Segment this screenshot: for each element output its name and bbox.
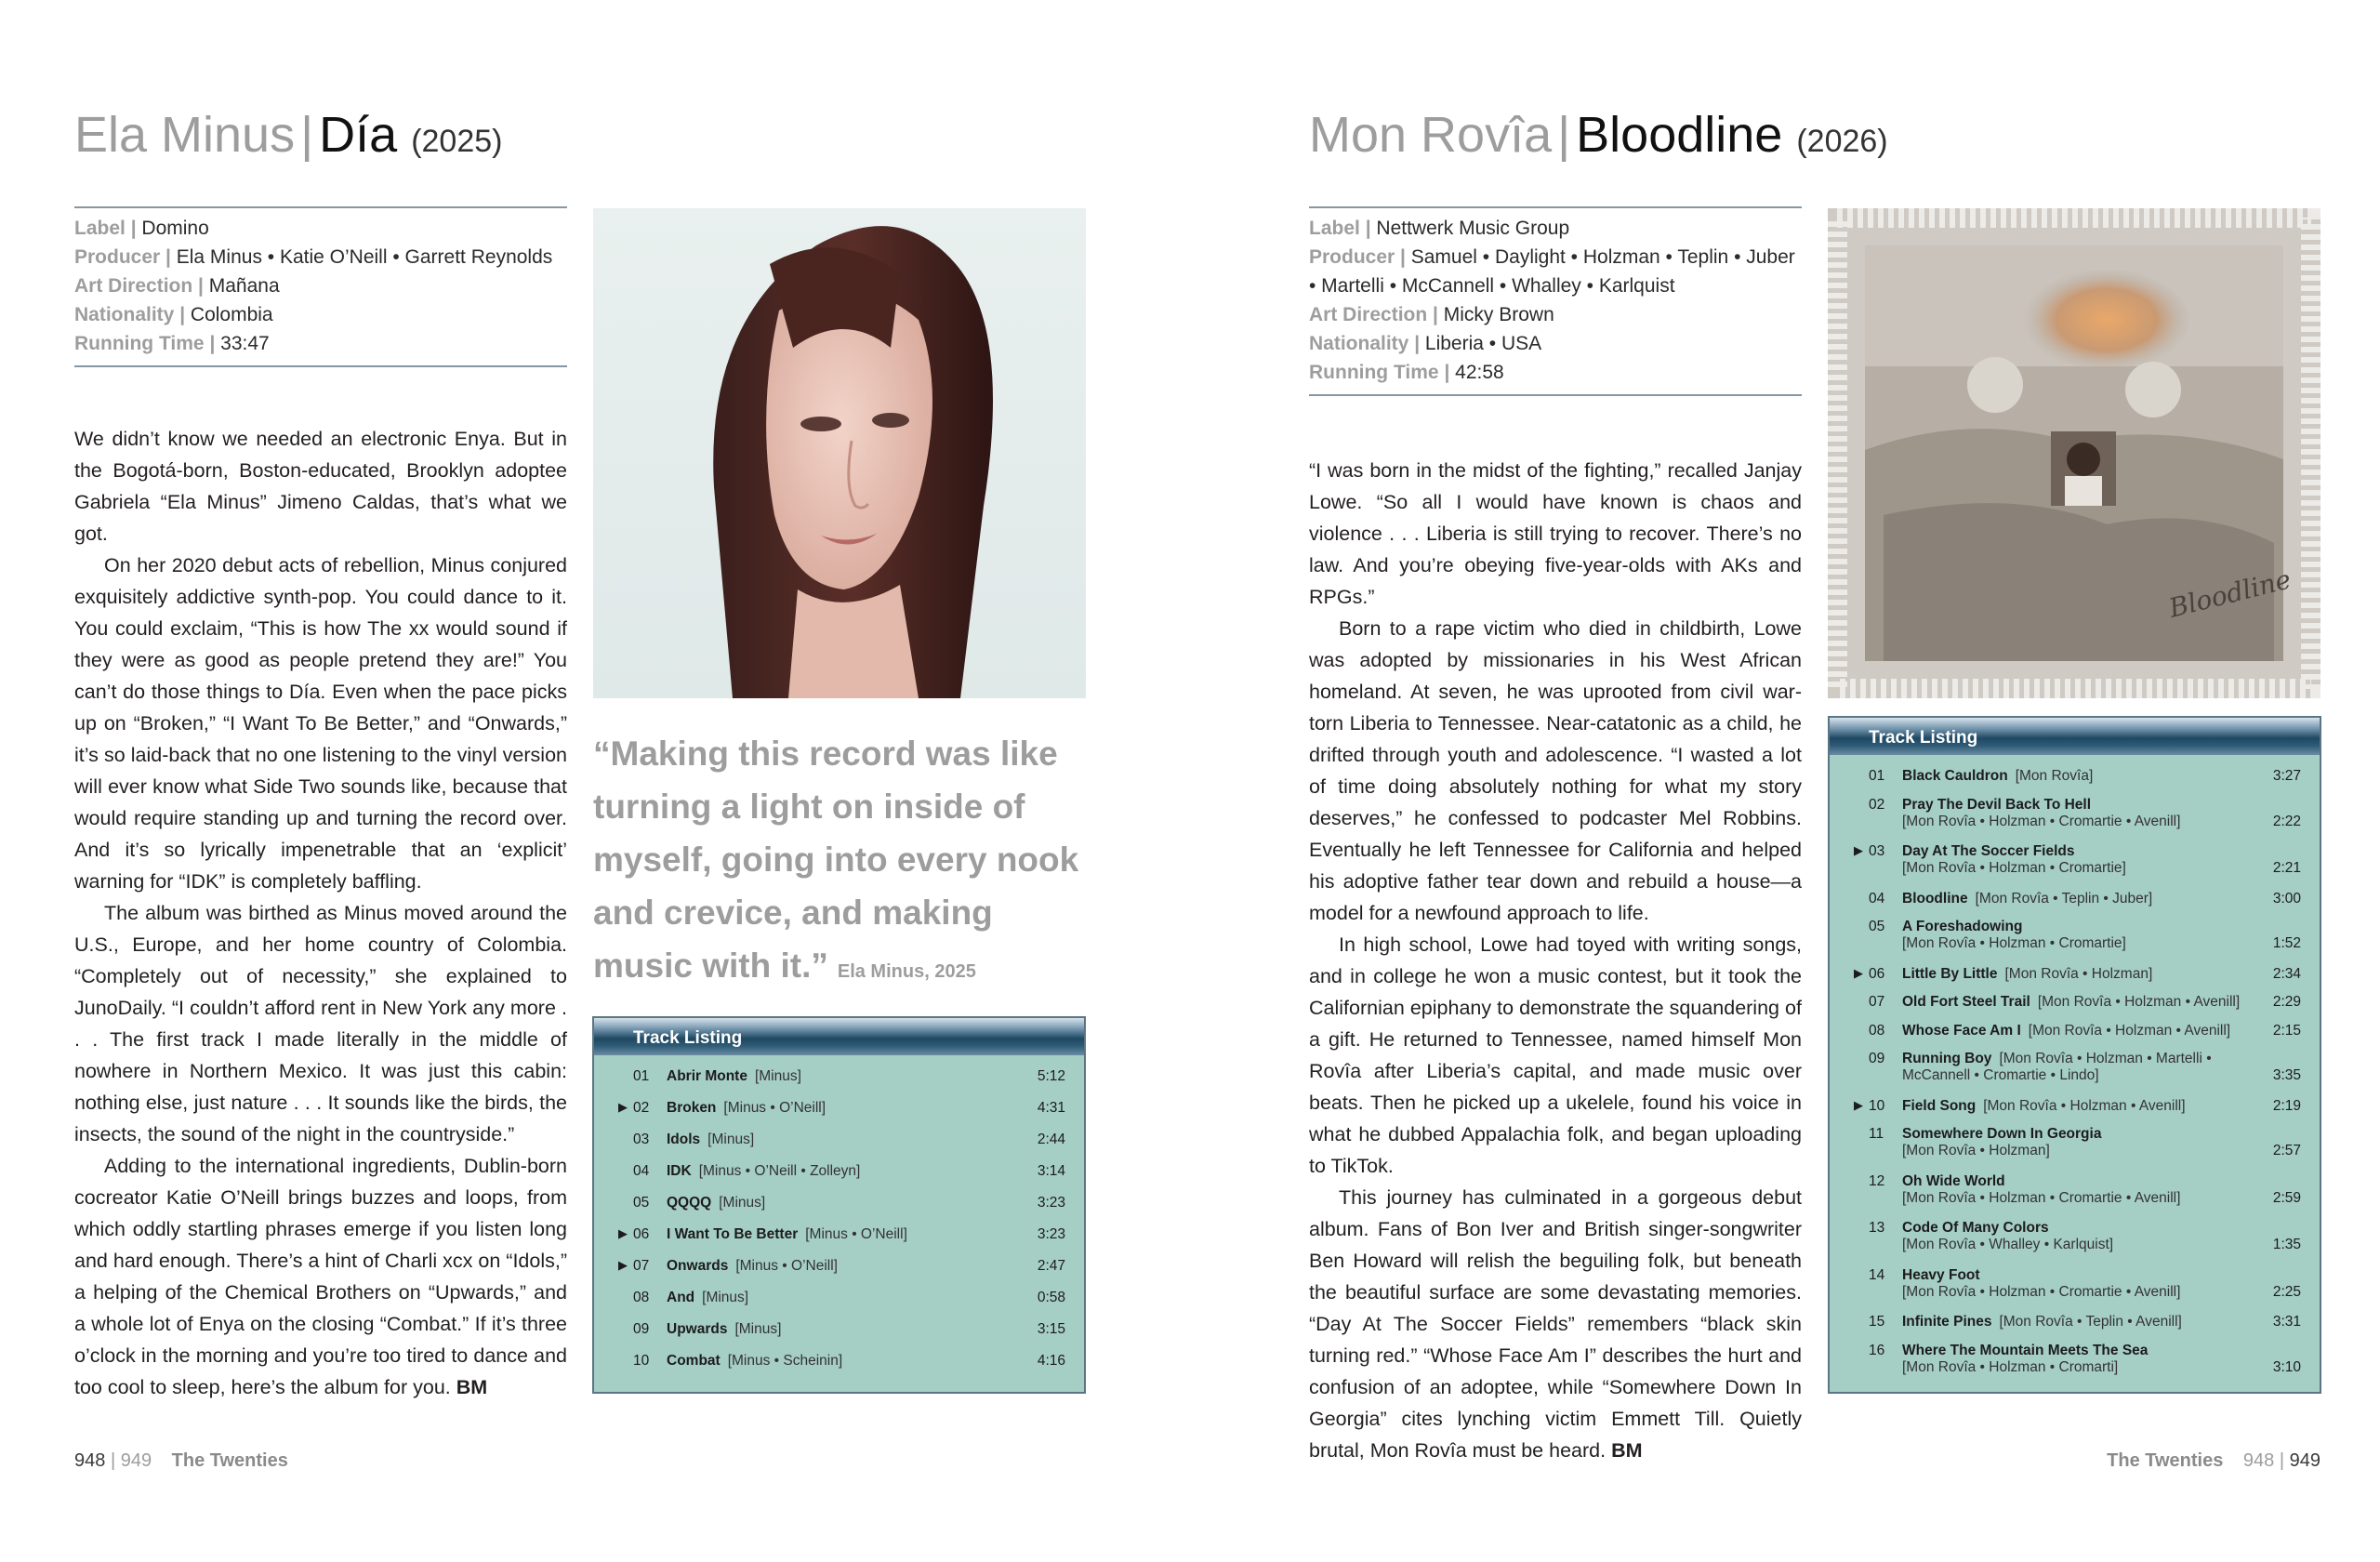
track-title: Infinite Pines: [1902, 1314, 1992, 1330]
track-duration: 2:57: [2272, 1143, 2301, 1158]
track-title: Oh Wide World: [1902, 1172, 2005, 1189]
play-icon[interactable]: ▶: [1854, 965, 1863, 980]
track-number: 06: [1869, 965, 1885, 982]
track-credit: [Mon Rovîa • Holzman • Cromartie]: [1902, 860, 2126, 876]
track-credit: [Mon Rovîa • Holzman]: [2004, 965, 2153, 982]
track-number: 10: [633, 1353, 650, 1369]
track-number: 12: [1869, 1172, 1885, 1189]
track-number: 04: [633, 1163, 650, 1179]
track-duration: 3:35: [2272, 1067, 2301, 1083]
portrait-illustration: [593, 208, 1086, 698]
track-duration: 0:58: [1037, 1290, 1065, 1305]
cover-collage-illustration: [1828, 208, 2320, 698]
right-album-cover: [1828, 208, 2320, 698]
track-row[interactable]: [594, 1100, 1084, 1117]
play-icon[interactable]: ▶: [1854, 1097, 1863, 1112]
pull-quote: [593, 727, 1095, 999]
left-meta-producer: Producer | Ela Minus • Katie O’Neill • Garrett Reynolds: [74, 246, 553, 268]
track-number: 08: [1869, 1022, 1885, 1039]
track-row[interactable]: [1830, 768, 2320, 785]
track-credit: [Mon Rovîa • Teplin • Juber]: [1975, 890, 2153, 907]
track-title: Whose Face Am I: [1902, 1022, 2021, 1039]
track-credit: [Mon Rovîa • Whalley • Karlquist]: [1902, 1237, 2114, 1252]
right-section-title: The Twenties: [2107, 1450, 2224, 1471]
left-meta-block: [74, 206, 567, 367]
track-credit: [Minus]: [734, 1321, 782, 1337]
right-headline: [1309, 102, 1888, 174]
track-title: Black Cauldron: [1902, 768, 2008, 784]
track-number: 14: [1869, 1266, 1885, 1283]
track-row[interactable]: [594, 1132, 1084, 1148]
track-number: 06: [633, 1226, 650, 1242]
track-credit: [Minus • O’Neill]: [723, 1100, 826, 1116]
right-meta-running-time: Running Time | 42:58: [1309, 362, 1504, 383]
track-credit: [Mon Rovîa • Teplin • Avenill]: [1999, 1314, 2182, 1330]
track-duration: 4:31: [1037, 1100, 1065, 1116]
track-row[interactable]: [1830, 1314, 2320, 1330]
track-row[interactable]: [594, 1290, 1084, 1306]
left-headline-divider: |: [300, 107, 314, 163]
track-title: QQQQ: [667, 1195, 712, 1211]
play-icon[interactable]: ▶: [618, 1226, 628, 1240]
track-row[interactable]: [1830, 1126, 2320, 1159]
play-icon[interactable]: ▶: [1854, 843, 1863, 857]
track-row[interactable]: [1830, 1023, 2320, 1039]
left-album-title: Día: [319, 107, 398, 163]
track-credit: [Mon Rovîa • Holzman • Cromartie • Avenill]: [1902, 813, 2181, 829]
right-paragraph-4: This journey has culminated in a gorgeous debut album. Fans of Bon Iver and British singer-songwriter Ben Howard will relish the beguiling folk, but beneath the beautiful surface are some devastating memories. “Day At The Soccer Fields” remembers “black skin turning red.” “Whose Face Am I” describes the hurt and confusion of an adoptee, while “Somewhere Down In Georgia” cites lynching victim Emmett Till. Quietly brutal, Mon Rovîa must be heard. BM: [1309, 1186, 1802, 1462]
right-page-number-facing: 948: [2242, 1450, 2275, 1471]
track-credit-continued: McCannell • Cromartie • Lindo]: [1902, 1067, 2099, 1083]
left-paragraph-3: The album was birthed as Minus moved around the U.S., Europe, and her home country of Colombia. “Completely out of necessity,” she explained to JunoDaily. “I couldn’t afford rent in New York any more . . . The first track I made literally in the middle of nowhere in Northern Mexico. It was just this cabin: nothing else, just nature . . . It sounds like the birds, the insects, the sound of the night in the countryside.”: [74, 902, 567, 1145]
track-credit: [Mon Rovîa • Holzman • Cromartie • Avenill]: [1902, 1189, 2181, 1206]
track-title: Broken: [667, 1100, 717, 1116]
track-credit: [Minus]: [754, 1068, 801, 1084]
left-track-listing-header: Track Listing: [594, 1018, 1084, 1055]
track-row[interactable]: [1830, 966, 2320, 983]
left-meta-label: Label | Domino: [74, 218, 209, 239]
right-review-body: [1309, 455, 1802, 1466]
track-credit: [Mon Rovîa]: [2015, 768, 2094, 784]
track-credit: [Minus • Scheinin]: [727, 1353, 843, 1369]
track-row[interactable]: [1830, 1267, 2320, 1301]
right-headline-divider: |: [1557, 107, 1571, 163]
left-signature: BM: [456, 1376, 488, 1398]
track-credit: [Minus • O’Neill]: [805, 1226, 907, 1242]
track-title: I Want To Be Better: [667, 1226, 799, 1242]
track-title: Idols: [667, 1132, 701, 1147]
track-duration: 2:21: [2272, 860, 2301, 876]
track-row[interactable]: [1830, 1098, 2320, 1115]
right-meta-producer: Producer | Samuel • Daylight • Holzman • Teplin • Juber • Martelli • McCannell • Whalley • Karlquist: [1309, 246, 1795, 297]
track-duration: 2:19: [2272, 1097, 2301, 1114]
track-row[interactable]: [594, 1068, 1084, 1085]
right-page-number: 949: [2289, 1450, 2320, 1471]
left-section-title: The Twenties: [171, 1450, 288, 1471]
track-title: And: [667, 1290, 695, 1305]
track-duration: 5:12: [1037, 1068, 1065, 1084]
left-meta-nationality: Nationality | Colombia: [74, 304, 273, 325]
track-title: Heavy Foot: [1902, 1266, 1980, 1283]
left-meta-running-time: Running Time | 33:47: [74, 333, 270, 354]
track-duration: 3:14: [1037, 1163, 1065, 1179]
track-title: Somewhere Down In Georgia: [1902, 1126, 2102, 1142]
right-artist: Mon Rovîa: [1309, 107, 1553, 163]
left-paragraph-1: We didn’t know we needed an electronic Enya. But in the Bogotá-born, Boston-educated, Brooklyn adoptee Gabriela “Ela Minus” Jimeno Caldas, that’s what we got.: [74, 428, 567, 545]
track-title: Pray The Devil Back To Hell: [1902, 796, 2092, 813]
track-number: 01: [1869, 768, 1885, 784]
track-duration: 1:35: [2272, 1237, 2301, 1252]
left-album-cover: [593, 208, 1086, 698]
track-row[interactable]: [1830, 843, 2320, 877]
left-paragraph-2: On her 2020 debut acts of rebellion, Minus conjured exquisitely addictive synth-pop. You could dance to it. You could exclaim, “This is how The xx would sound if they were as good as people pretend they are!” You can’t do those things to Día. Even when the pace picks up on “Broken,” “I Want To Be Better,” and “Onwards,” it’s so laid-back that no one listening to the vinyl version will ever know what Side Two sounds like, because that would require standing up and turning the record over. And it’s so lyrically impenetrable that an ‘explicit’ warning for “IDK” is completely baffling.: [74, 554, 567, 893]
right-meta-art-direction: Art Direction | Micky Brown: [1309, 304, 1554, 325]
track-credit: [Mon Rovîa • Holzman]: [1902, 1143, 2050, 1158]
left-page-number-facing: 949: [120, 1450, 152, 1471]
right-folio: The Twenties 948 | 949: [2107, 1450, 2320, 1471]
track-row[interactable]: [1830, 1220, 2320, 1253]
left-headline: [74, 102, 502, 174]
right-track-listing-header: Track Listing: [1830, 718, 2320, 755]
track-number: 15: [1869, 1314, 1885, 1330]
track-number: 05: [633, 1195, 650, 1211]
right-meta-block: [1309, 206, 1802, 396]
track-credit: [Mon Rovîa • Holzman • Cromartie]: [1902, 935, 2126, 951]
track-duration: 2:22: [2272, 813, 2301, 829]
track-row[interactable]: [1830, 1343, 2320, 1376]
track-title: Where The Mountain Meets The Sea: [1902, 1342, 2149, 1358]
track-duration: 3:23: [1037, 1195, 1065, 1211]
right-paragraph-3: In high school, Lowe had toyed with writing songs, and in college he won a music contest, but it took the Californian epiphany to demonstrate the squandering of a gift. He returned to Tennessee, named himself Mon Rovîa after Liberia’s capital, and made music over beats. Then he picked up a ukelele, found his voice in what he dubbed Appalachia folk, and began uploading to TikTok.: [1309, 933, 1802, 1177]
track-duration: 3:31: [2272, 1314, 2301, 1330]
play-icon[interactable]: ▶: [618, 1100, 628, 1114]
left-artist: Ela Minus: [74, 107, 296, 163]
track-title: Onwards: [667, 1258, 729, 1274]
track-row[interactable]: [1830, 919, 2320, 952]
track-number: 11: [1869, 1126, 1884, 1142]
track-number: 13: [1869, 1220, 1885, 1236]
track-title: Code Of Many Colors: [1902, 1220, 2049, 1236]
track-credit: [Minus • O’Neill]: [735, 1258, 838, 1274]
track-credit: [Mon Rovîa • Holzman • Avenill]: [1983, 1097, 2186, 1114]
track-number: 09: [633, 1321, 650, 1337]
track-number: 02: [1869, 796, 1885, 813]
track-row[interactable]: [594, 1195, 1084, 1211]
track-duration: 2:47: [1037, 1258, 1065, 1274]
track-credit: [Minus]: [719, 1195, 766, 1211]
left-review-body: [74, 423, 567, 1403]
track-credit: [Minus • O’Neill • Zolleyn]: [698, 1163, 861, 1179]
track-row[interactable]: [1830, 797, 2320, 830]
track-credit: [Minus]: [702, 1290, 749, 1305]
play-icon[interactable]: ▶: [618, 1258, 628, 1272]
track-number: 01: [633, 1068, 650, 1084]
track-number: 07: [633, 1258, 650, 1274]
track-title: Field Song: [1902, 1097, 1977, 1114]
track-duration: 4:16: [1037, 1353, 1065, 1369]
left-folio: 948 | 949 The Twenties: [74, 1450, 288, 1471]
left-track-listing: [592, 1016, 1086, 1394]
track-number: 08: [633, 1290, 650, 1305]
track-title: Abrir Monte: [667, 1068, 747, 1084]
right-meta-nationality: Nationality | Liberia • USA: [1309, 333, 1542, 354]
right-signature: BM: [1611, 1439, 1643, 1462]
track-title: Bloodline: [1902, 890, 1968, 907]
track-credit: [Mon Rovîa • Holzman • Martelli •: [1999, 1051, 2212, 1066]
track-credit: [Mon Rovîa • Holzman • Cromarti]: [1902, 1358, 2119, 1375]
right-paragraph-1: “I was born in the midst of the fighting,” recalled Janjay Lowe. “So all I would have known is chaos and violence . . . Liberia is still trying to recover. There’s no law. And you’re obeying five-year-olds with AKs and RPGs.”: [1309, 459, 1802, 608]
track-number: 07: [1869, 994, 1885, 1010]
track-title: Little By Little: [1902, 965, 1998, 982]
pull-quote-text: “Making this record was like turning a light on inside of myself, going into every nook and crevice, and making music with it.”: [593, 735, 1079, 985]
track-duration: 3:23: [1037, 1226, 1065, 1242]
track-title: Combat: [667, 1353, 721, 1369]
track-row[interactable]: [1830, 994, 2320, 1011]
track-row[interactable]: [594, 1163, 1084, 1180]
track-credit: [Mon Rovîa • Holzman • Avenill]: [2028, 1022, 2231, 1039]
track-row[interactable]: [1830, 1051, 2320, 1084]
left-album-year: (2025): [411, 124, 503, 159]
track-duration: 1:52: [2272, 935, 2301, 951]
track-title: Upwards: [667, 1321, 728, 1337]
track-row[interactable]: [594, 1321, 1084, 1338]
pull-quote-attribution: Ela Minus, 2025: [837, 961, 976, 982]
right-meta-label: Label | Nettwerk Music Group: [1309, 218, 1570, 239]
track-title: Running Boy: [1902, 1051, 1992, 1066]
track-credit: [Minus]: [707, 1132, 755, 1147]
track-duration: 2:15: [2272, 1022, 2301, 1039]
right-track-listing: [1828, 716, 2321, 1394]
track-duration: 3:10: [2272, 1358, 2301, 1375]
left-page-number: 948: [74, 1450, 106, 1471]
track-number: 10: [1869, 1097, 1885, 1114]
track-title: Day At The Soccer Fields: [1902, 843, 2075, 859]
track-number: 04: [1869, 890, 1885, 907]
track-duration: 2:29: [2272, 994, 2301, 1010]
track-title: A Foreshadowing: [1902, 919, 2023, 934]
track-duration: 2:25: [2272, 1283, 2301, 1300]
track-credit: [Mon Rovîa • Holzman • Avenill]: [2037, 994, 2241, 1010]
track-title: IDK: [667, 1163, 692, 1179]
track-row[interactable]: [594, 1258, 1084, 1275]
track-duration: 2:34: [2272, 965, 2301, 982]
track-duration: 3:27: [2272, 768, 2301, 784]
track-number: 09: [1869, 1051, 1885, 1066]
track-credit: [Mon Rovîa • Holzman • Cromartie • Avenill]: [1902, 1283, 2181, 1300]
cover-script-text: Bloodline: [2165, 563, 2294, 624]
track-duration: 2:59: [2272, 1189, 2301, 1206]
track-duration: 2:44: [1037, 1132, 1065, 1147]
left-paragraph-4: Adding to the international ingredients, Dublin-born cocreator Katie O’Neill brings buzzes and loops, from which oddly startling phrases emerge if you listen long and hard enough. There’s a hint of Charli xcx on “Idols,” a helping of the Chemical Brothers on “Upwards,” and a whole lot of Enya on the closing “Combat.” If it’s three o’clock in the morning and you’re too tired to dance and too cool to sleep, here’s the album for you. BM: [74, 1155, 567, 1398]
track-number: 03: [633, 1132, 650, 1147]
track-duration: 3:00: [2272, 890, 2301, 907]
track-number: 03: [1869, 843, 1885, 859]
track-row[interactable]: [1830, 891, 2320, 907]
track-number: 02: [633, 1100, 650, 1116]
right-album-title: Bloodline: [1576, 107, 1783, 163]
track-row[interactable]: [1830, 1173, 2320, 1207]
right-paragraph-2: Born to a rape victim who died in childbirth, Lowe was adopted by missionaries in his West African homeland. At seven, he was uprooted from civil war-torn Liberia to Tennessee. Near-catatonic as a child, he drifted through youth and adolescence. “I wasted a lot of time doing absolutely nothing for what my story deserves,” he confessed to podcaster Mel Robbins. Eventually he left Tennessee for California and helped his adoptive father tear down and rebuild a house—a model for a newfound approach to life.: [1309, 617, 1802, 924]
track-title: Old Fort Steel Trail: [1902, 994, 2030, 1010]
left-meta-art-direction: Art Direction | Mañana: [74, 275, 280, 297]
track-duration: 3:15: [1037, 1321, 1065, 1337]
track-number: 16: [1869, 1342, 1885, 1358]
track-row[interactable]: [594, 1226, 1084, 1243]
track-number: 05: [1869, 919, 1885, 934]
right-album-year: (2026): [1796, 124, 1888, 159]
track-row[interactable]: [594, 1353, 1084, 1370]
